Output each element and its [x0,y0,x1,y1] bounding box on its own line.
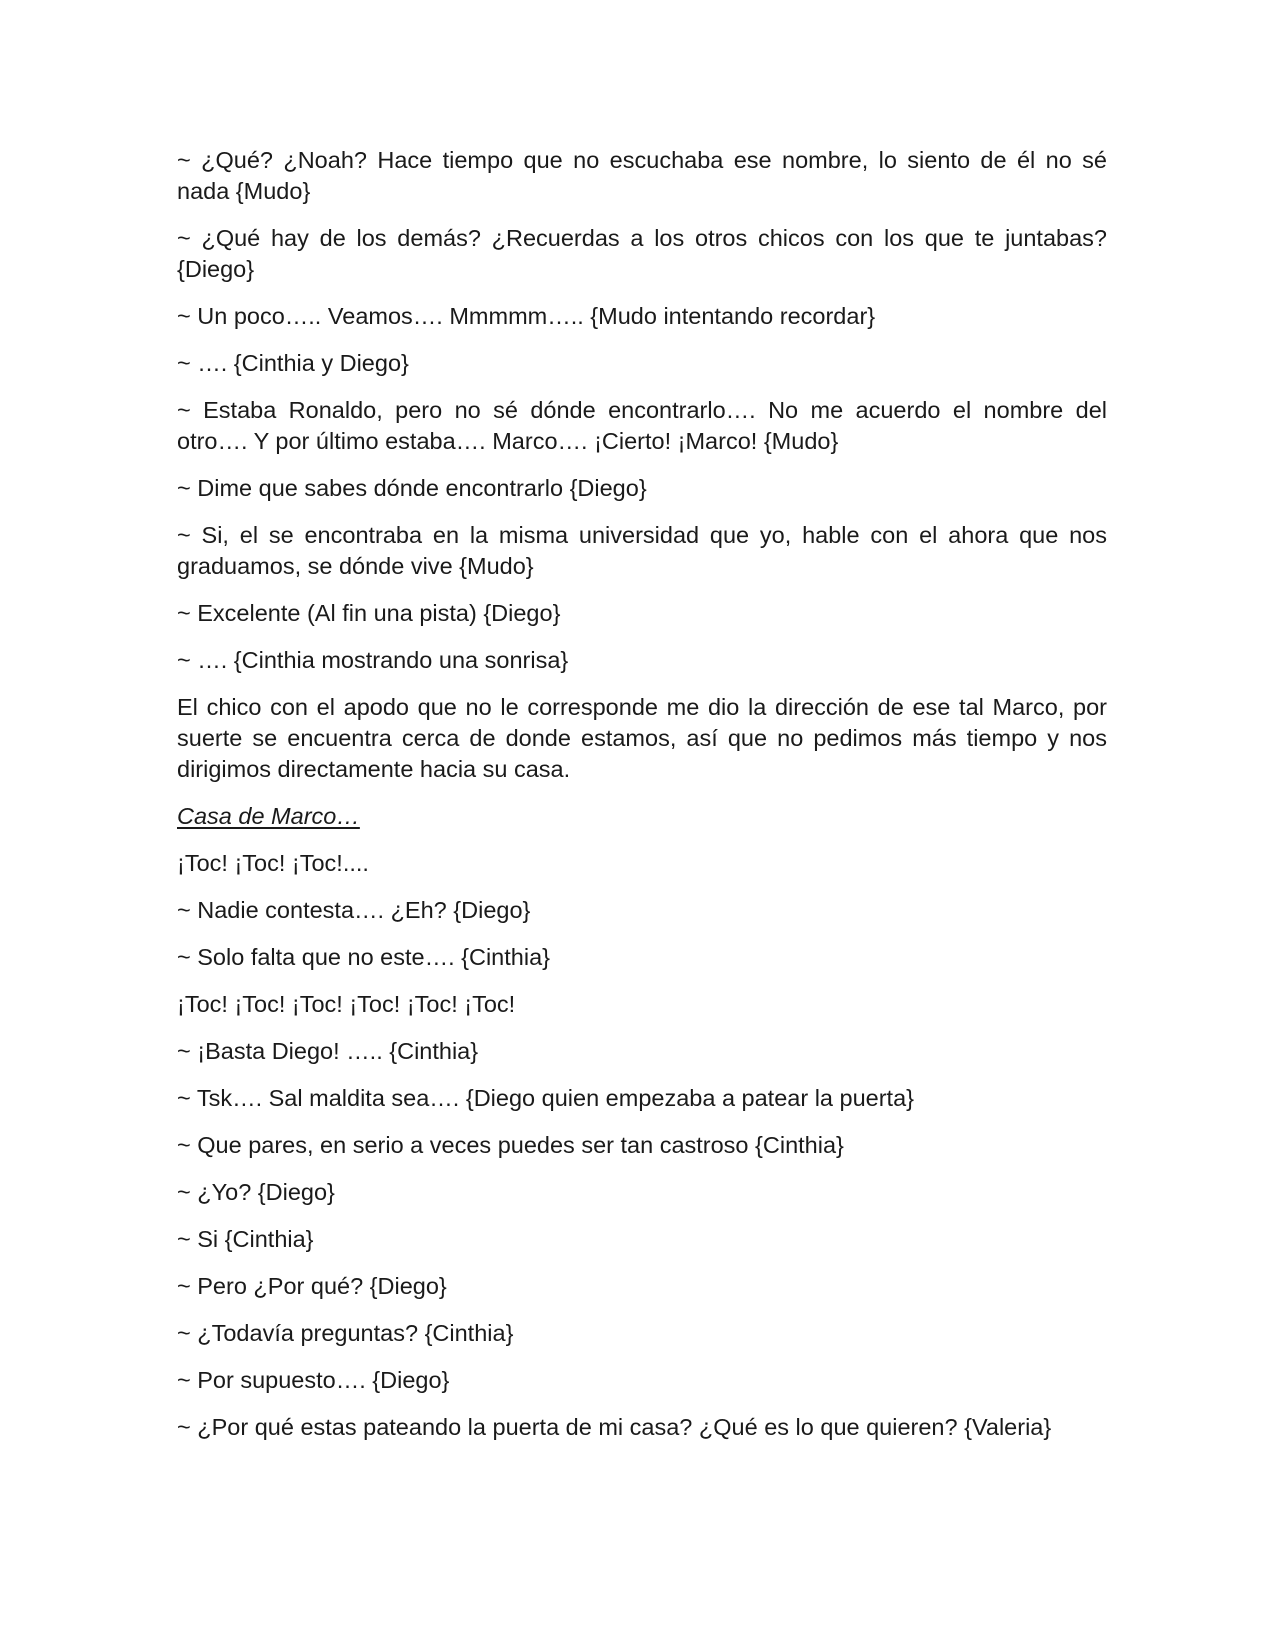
dialogue-line: ~ Un poco….. Veamos…. Mmmmm….. {Mudo intentando recordar} [177,303,876,329]
sound-effect-line: ¡Toc! ¡Toc! ¡Toc! ¡Toc! ¡Toc! ¡Toc! [177,991,516,1017]
dialogue-line: ~ Estaba Ronaldo, pero no sé dónde encontrarlo…. No me acuerdo el nombre del otro…. Y por último estaba…. Marco…. ¡Cierto! ¡Marco! {Mudo} [177,397,1107,454]
dialogue-line: ~ ¿Por qué estas pateando la puerta de mi casa? ¿Qué es lo que quieren? {Valeria} [177,1414,1052,1440]
document-body [177,145,1107,1459]
dialogue-line: ~ Tsk…. Sal maldita sea…. {Diego quien empezaba a patear la puerta} [177,1085,915,1111]
dialogue-line: ~ Que pares, en serio a veces puedes ser tan castroso {Cinthia} [177,1132,844,1158]
dialogue-line: ~ Excelente (Al fin una pista) {Diego} [177,600,561,626]
dialogue-line: ~ …. {Cinthia mostrando una sonrisa} [177,647,569,673]
dialogue-line: ~ …. {Cinthia y Diego} [177,350,409,376]
sound-effect-line: ¡Toc! ¡Toc! ¡Toc!.... [177,850,369,876]
dialogue-line: ~ ¡Basta Diego! ….. {Cinthia} [177,1038,479,1064]
scene-heading: Casa de Marco… [177,803,360,829]
dialogue-line: ~ Si {Cinthia} [177,1226,314,1252]
dialogue-line: ~ ¿Yo? {Diego} [177,1179,335,1205]
narration-paragraph: El chico con el apodo que no le corresponde me dio la dirección de ese tal Marco, por suerte se encuentra cerca de donde estamos, así que no pedimos más tiempo y nos dirigimos directamente hacia su casa. [177,694,1107,782]
dialogue-line: ~ Solo falta que no este…. {Cinthia} [177,944,550,970]
dialogue-line: ~ ¿Qué hay de los demás? ¿Recuerdas a los otros chicos con los que te juntabas? {Diego} [177,225,1107,282]
dialogue-line: ~ Nadie contesta…. ¿Eh? {Diego} [177,897,531,923]
dialogue-line: ~ Dime que sabes dónde encontrarlo {Diego} [177,475,647,501]
dialogue-line: ~ ¿Qué? ¿Noah? Hace tiempo que no escuchaba ese nombre, lo siento de él no sé nada {Mudo} [177,147,1107,204]
dialogue-line: ~ Por supuesto…. {Diego} [177,1367,450,1393]
dialogue-line: ~ ¿Todavía preguntas? {Cinthia} [177,1320,514,1346]
dialogue-line: ~ Si, el se encontraba en la misma universidad que yo, hable con el ahora que nos graduamos, se dónde vive {Mudo} [177,522,1107,579]
dialogue-line: ~ Pero ¿Por qué? {Diego} [177,1273,447,1299]
